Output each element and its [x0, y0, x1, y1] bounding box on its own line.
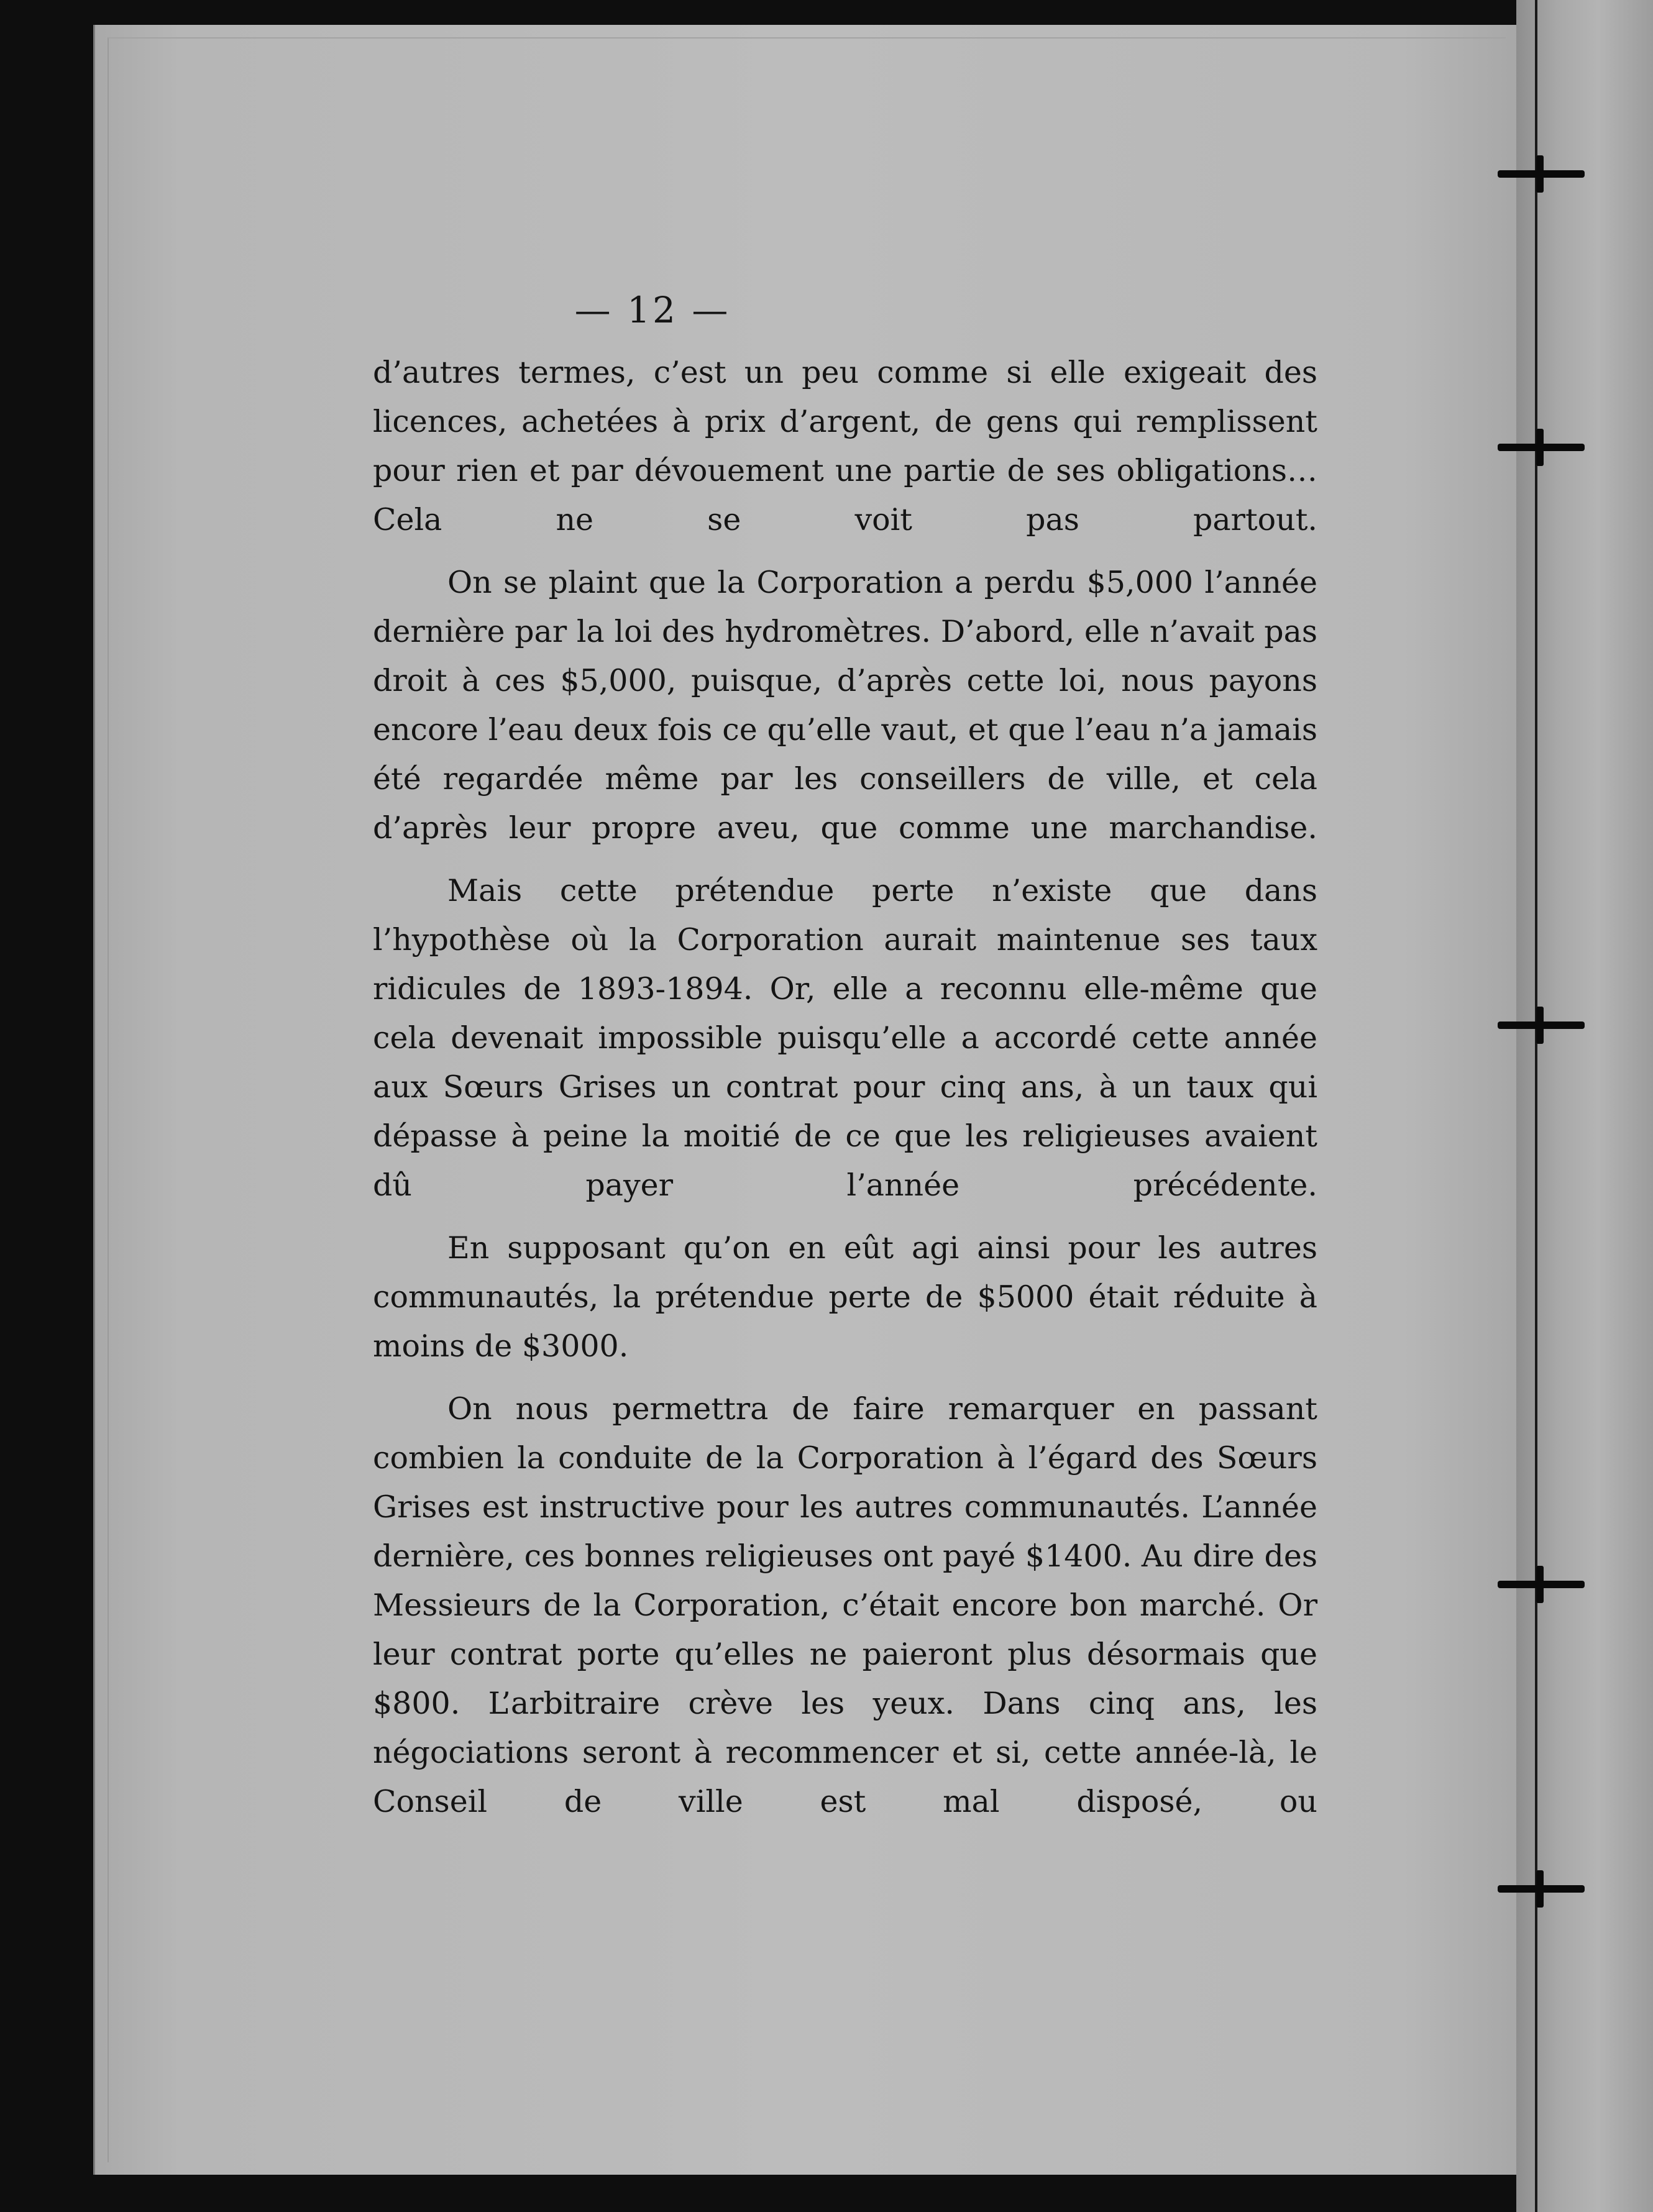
paragraph: Mais cette prétendue perte n’existe que dans l’hypothèse où la Corporation aurait maintenue ses taux ridicules de 1893-1894. Or, elle a reconnu elle-même que cela devenait impossible puisqu’elle a accordé cette année aux Sœurs Grises un contrat pour cinq ans, à un taux qui dépasse à peine la moitié de ce que les religieuses avaient dû payer l’année précédente.: [373, 873, 1317, 1203]
paragraph: On nous permettra de faire remarquer en passant combien la conduite de la Corporation à l’égard des Sœurs Grises est instructive pour les autres communautés. L’année dernière, ces bonnes religieuses ont payé $1400. Au dire des Messieurs de la Corporation, c’était encore bon marché. Or leur contrat porte qu’elles ne paieront plus désormais que $800. L’arbitraire crève les yeux. Dans cinq ans, les négociations seront à recommencer et si, cette année-là, le Conseil de ville est mal disposé, ou: [373, 1391, 1317, 1819]
paragraph: On se plaint que la Corporation a perdu $5,000 l’année dernière par la loi des hydromètres. D’abord, elle n’avait pas droit à ces $5,000, puisque, d’après cette loi, nous payons encore l’eau deux fois ce qu’elle vaut, et que l’eau n’a jamais été regardée même par les conseillers de ville, et cela d’après leur propre aveu, que comme une marchandise.: [373, 565, 1317, 846]
body-text: [373, 348, 1317, 1840]
binding-mark: [1498, 429, 1585, 466]
binding-mark: [1498, 1566, 1585, 1603]
binding-mark: [1498, 155, 1585, 193]
paragraph: En supposant qu’on en eût agi ainsi pour les autres communautés, la prétendue perte de $5000 était réduite à moins de $3000.: [373, 1230, 1317, 1364]
binding-mark: [1498, 1870, 1585, 1908]
binding-mark: [1498, 1007, 1585, 1044]
paragraph: d’autres termes, c’est un peu comme si elle exigeait des licences, achetées à prix d’argent, de gens qui remplissent pour rien et par dévouement une partie de ses obligations… Cela ne se voit pas partout.: [373, 355, 1317, 537]
page-number-header: — 12 —: [574, 289, 731, 331]
